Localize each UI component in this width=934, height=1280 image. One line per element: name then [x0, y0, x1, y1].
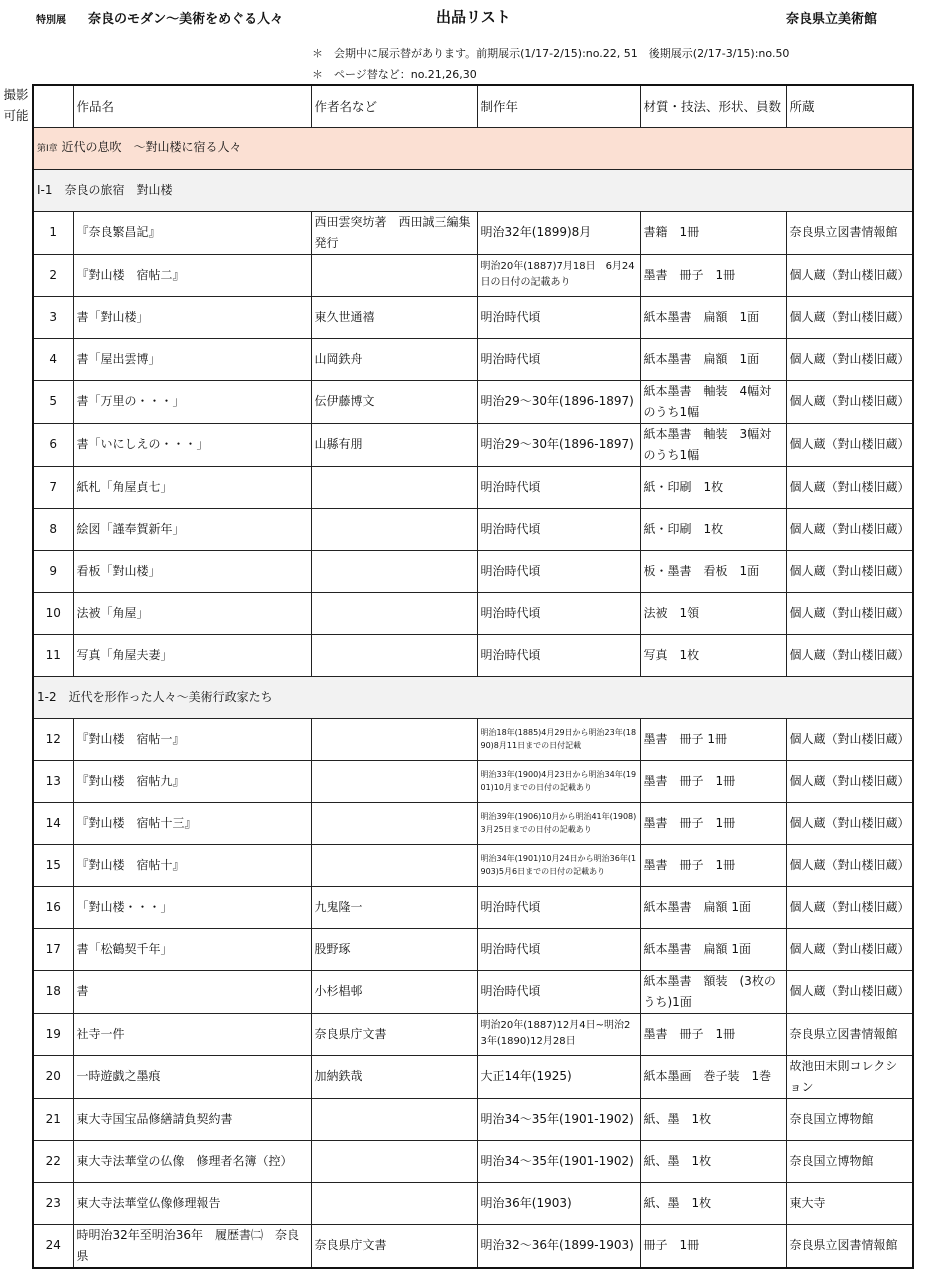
table-row [33, 886, 913, 928]
cell-date: 明治20年(1887)12月4日~明治23年(1890)12月28日 [477, 1013, 640, 1055]
cell-artist [311, 634, 477, 676]
table-row [33, 466, 913, 508]
cell-artist: 奈良県庁文書 [311, 1224, 477, 1268]
table-row [33, 802, 913, 844]
table-row [33, 844, 913, 886]
table-row [33, 1224, 913, 1268]
cell-artist: 加納鉄哉 [311, 1055, 477, 1098]
chapter-cell [33, 127, 913, 169]
cell-date: 明治29〜30年(1896-1897) [477, 423, 640, 466]
cell-material: 墨書 冊子 1冊 [640, 802, 786, 844]
cell-artist [311, 760, 477, 802]
cell-title: 東大寺国宝品修繕請負契約書 [73, 1098, 311, 1140]
cell-artist [311, 592, 477, 634]
cell-no: 16 [33, 886, 73, 928]
table-row [33, 1182, 913, 1224]
col-header-artist: 作者名など [311, 85, 477, 127]
cell-artist [311, 254, 477, 296]
cell-title: 社寺一件 [73, 1013, 311, 1055]
cell-title: 看板「對山楼」 [73, 550, 311, 592]
cell-no: 24 [33, 1224, 73, 1268]
table-row [33, 634, 913, 676]
cell-no: 4 [33, 338, 73, 380]
cell-title: 時明治32年至明治36年 履歴書㈡ 奈良県 [73, 1224, 311, 1268]
cell-title: 東大寺法華堂仏像修理報告 [73, 1182, 311, 1224]
table-row [33, 1098, 913, 1140]
cell-no: 1 [33, 211, 73, 254]
cell-owner: 個人蔵（對山楼旧蔵） [786, 970, 913, 1013]
cell-artist: 奈良県庁文書 [311, 1013, 477, 1055]
cell-no: 6 [33, 423, 73, 466]
cell-material: 墨書 冊子 1冊 [640, 1013, 786, 1055]
cell-material: 墨書 冊子 1冊 [640, 760, 786, 802]
cell-material: 板・墨書 看板 1面 [640, 550, 786, 592]
cell-owner: 個人蔵（對山楼旧蔵） [786, 928, 913, 970]
table-row [33, 508, 913, 550]
section-row [33, 676, 913, 718]
chapter-mark: 第Ⅰ章 [37, 143, 58, 154]
cell-material: 墨書 冊子 1冊 [640, 254, 786, 296]
cell-no: 8 [33, 508, 73, 550]
exhibit-list-table [32, 84, 914, 1269]
cell-no: 5 [33, 380, 73, 423]
cell-owner: 個人蔵（對山楼旧蔵） [786, 886, 913, 928]
cell-material: 紙本墨画 巻子装 1巻 [640, 1055, 786, 1098]
cell-date: 明治時代頃 [477, 634, 640, 676]
cell-owner: 奈良県立図書情報館 [786, 211, 913, 254]
cell-title: 書「對山楼」 [73, 296, 311, 338]
cell-material: 紙、墨 1枚 [640, 1098, 786, 1140]
cell-owner: 個人蔵（對山楼旧蔵） [786, 718, 913, 760]
cell-owner: 個人蔵（對山楼旧蔵） [786, 802, 913, 844]
list-title: 出品リスト [436, 8, 511, 26]
cell-no: 22 [33, 1140, 73, 1182]
cell-title: 「對山楼・・・」 [73, 886, 311, 928]
cell-artist: 山縣有朋 [311, 423, 477, 466]
cell-no: 14 [33, 802, 73, 844]
cell-artist [311, 1098, 477, 1140]
cell-material: 紙本墨書 扁額 1面 [640, 886, 786, 928]
section-row [33, 169, 913, 211]
cell-owner: 個人蔵（對山楼旧蔵） [786, 296, 913, 338]
cell-no: 11 [33, 634, 73, 676]
cell-date: 明治18年(1885)4月29日から明治23年(1890)8月11日までの日付記載 [477, 718, 640, 760]
table-row [33, 970, 913, 1013]
col-header-title: 作品名 [73, 85, 311, 127]
cell-date: 明治時代頃 [477, 338, 640, 380]
table-row [33, 296, 913, 338]
cell-material: 紙本墨書 扁額 1面 [640, 928, 786, 970]
cell-material: 書籍 1冊 [640, 211, 786, 254]
photo-allowed-label: 撮影 可能 [3, 87, 29, 123]
cell-artist: 山岡鉄舟 [311, 338, 477, 380]
cell-owner: 個人蔵（對山楼旧蔵） [786, 592, 913, 634]
cell-artist [311, 718, 477, 760]
cell-material: 紙本墨書 軸装 3幅対のうち1幅 [640, 423, 786, 466]
table-row [33, 550, 913, 592]
col-header-owner: 所蔵 [786, 85, 913, 127]
table-row [33, 592, 913, 634]
table-row [33, 1140, 913, 1182]
cell-date: 大正14年(1925) [477, 1055, 640, 1098]
section-title: 1-2 近代を形作った人々〜美術行政家たち [33, 676, 913, 718]
cell-title: 書「いにしえの・・・」 [73, 423, 311, 466]
cell-date: 明治32年(1899)8月 [477, 211, 640, 254]
cell-date: 明治時代頃 [477, 928, 640, 970]
cell-owner: 個人蔵（對山楼旧蔵） [786, 760, 913, 802]
table-row [33, 1013, 913, 1055]
cell-no: 7 [33, 466, 73, 508]
cell-date: 明治34年(1901)10月24日から明治36年(1903)5月6日までの日付の記載あり [477, 844, 640, 886]
rotation-note: ＊ 会期中に展示替があります。前期展示(1/17-2/15):no.22, 51 後期展示(2/17-3/15):no.50 [312, 47, 790, 60]
cell-date: 明治39年(1906)10月から明治41年(1908)3月25日までの日付の記載あり [477, 802, 640, 844]
cell-no: 12 [33, 718, 73, 760]
cell-title: 写真「角屋夫妻」 [73, 634, 311, 676]
chapter-row [33, 127, 913, 169]
cell-date: 明治29〜30年(1896-1897) [477, 380, 640, 423]
cell-title: 『對山楼 宿帖十』 [73, 844, 311, 886]
table-row [33, 718, 913, 760]
table-row [33, 928, 913, 970]
cell-date: 明治32〜36年(1899-1903) [477, 1224, 640, 1268]
table-row [33, 423, 913, 466]
cell-artist: 西田雲突坊著 西田誠三編集発行 [311, 211, 477, 254]
cell-title: 絵図「謹奉賀新年」 [73, 508, 311, 550]
cell-owner: 個人蔵（對山楼旧蔵） [786, 338, 913, 380]
cell-title: 書「屋出雲博」 [73, 338, 311, 380]
cell-owner: 個人蔵（對山楼旧蔵） [786, 254, 913, 296]
cell-date: 明治時代頃 [477, 296, 640, 338]
cell-artist [311, 1140, 477, 1182]
cell-artist [311, 466, 477, 508]
table-row [33, 380, 913, 423]
cell-title: 一時遊戯之墨痕 [73, 1055, 311, 1098]
cell-no: 17 [33, 928, 73, 970]
cell-owner: 奈良県立図書情報館 [786, 1224, 913, 1268]
table-row [33, 338, 913, 380]
cell-owner: 個人蔵（對山楼旧蔵） [786, 466, 913, 508]
cell-material: 紙本墨書 扁額 1面 [640, 338, 786, 380]
cell-material: 冊子 1冊 [640, 1224, 786, 1268]
exhibition-title: 奈良のモダン〜美術をめぐる人々 [88, 12, 284, 27]
cell-title: 『對山楼 宿帖二』 [73, 254, 311, 296]
cell-title: 書 [73, 970, 311, 1013]
table-row [33, 254, 913, 296]
cell-material: 紙、墨 1枚 [640, 1140, 786, 1182]
cell-artist [311, 1182, 477, 1224]
cell-artist: 小杉椙邨 [311, 970, 477, 1013]
cell-artist: 股野琢 [311, 928, 477, 970]
page-change-note: ＊ ページ替など：no.21,26,30 [312, 68, 477, 81]
cell-artist: 伝伊藤博文 [311, 380, 477, 423]
cell-owner: 奈良国立博物館 [786, 1140, 913, 1182]
cell-title: 法被「角屋」 [73, 592, 311, 634]
cell-artist [311, 550, 477, 592]
cell-material: 墨書 冊子 1冊 [640, 718, 786, 760]
cell-artist [311, 802, 477, 844]
cell-no: 3 [33, 296, 73, 338]
cell-date: 明治時代頃 [477, 592, 640, 634]
cell-date: 明治20年(1887)7月18日 6月24日の日付の記載あり [477, 254, 640, 296]
cell-date: 明治34〜35年(1901-1902) [477, 1140, 640, 1182]
cell-title: 書「万里の・・・」 [73, 380, 311, 423]
cell-material: 墨書 冊子 1冊 [640, 844, 786, 886]
cell-date: 明治34〜35年(1901-1902) [477, 1098, 640, 1140]
cell-title: 書「松鶴契千年」 [73, 928, 311, 970]
cell-no: 21 [33, 1098, 73, 1140]
cell-material: 写真 1枚 [640, 634, 786, 676]
cell-material: 紙、墨 1枚 [640, 1182, 786, 1224]
cell-no: 18 [33, 970, 73, 1013]
cell-date: 明治時代頃 [477, 508, 640, 550]
cell-no: 19 [33, 1013, 73, 1055]
cell-material: 紙本墨書 軸装 4幅対のうち1幅 [640, 380, 786, 423]
cell-date: 明治36年(1903) [477, 1182, 640, 1224]
table-row [33, 211, 913, 254]
cell-material: 紙・印刷 1枚 [640, 508, 786, 550]
section-title: Ⅰ-1 奈良の旅宿 對山楼 [33, 169, 913, 211]
cell-no: 15 [33, 844, 73, 886]
table-header-row [33, 85, 913, 127]
cell-artist [311, 508, 477, 550]
museum-name: 奈良県立美術館 [786, 12, 878, 27]
cell-title: 『對山楼 宿帖十三』 [73, 802, 311, 844]
cell-no: 9 [33, 550, 73, 592]
cell-no: 2 [33, 254, 73, 296]
cell-date: 明治時代頃 [477, 970, 640, 1013]
cell-material: 法被 1領 [640, 592, 786, 634]
cell-no: 13 [33, 760, 73, 802]
exhibition-type-label: 特別展 [36, 15, 66, 26]
cell-artist: 東久世通禧 [311, 296, 477, 338]
cell-owner: 東大寺 [786, 1182, 913, 1224]
cell-owner: 個人蔵（對山楼旧蔵） [786, 380, 913, 423]
cell-date: 明治時代頃 [477, 466, 640, 508]
cell-owner: 個人蔵（對山楼旧蔵） [786, 844, 913, 886]
cell-date: 明治時代頃 [477, 550, 640, 592]
cell-owner: 故池田末則コレクション [786, 1055, 913, 1098]
cell-owner: 個人蔵（對山楼旧蔵） [786, 423, 913, 466]
cell-owner: 個人蔵（對山楼旧蔵） [786, 550, 913, 592]
col-header-no [33, 85, 73, 127]
cell-date: 明治33年(1900)4月23日から明治34年(1901)10月までの日付の記載あり [477, 760, 640, 802]
col-header-material: 材質・技法、形状、員数 [640, 85, 786, 127]
cell-title: 東大寺法華堂の仏像 修理者名簿（控） [73, 1140, 311, 1182]
cell-title: 紙札「角屋貞七」 [73, 466, 311, 508]
cell-material: 紙・印刷 1枚 [640, 466, 786, 508]
cell-material: 紙本墨書 扁額 1面 [640, 296, 786, 338]
col-header-date: 制作年 [477, 85, 640, 127]
cell-owner: 個人蔵（對山楼旧蔵） [786, 508, 913, 550]
cell-no: 23 [33, 1182, 73, 1224]
cell-owner: 奈良国立博物館 [786, 1098, 913, 1140]
cell-no: 20 [33, 1055, 73, 1098]
table-row [33, 760, 913, 802]
cell-artist: 九鬼隆一 [311, 886, 477, 928]
cell-date: 明治時代頃 [477, 886, 640, 928]
cell-artist [311, 844, 477, 886]
cell-title: 『奈良繁昌記』 [73, 211, 311, 254]
cell-title: 『對山楼 宿帖一』 [73, 718, 311, 760]
cell-material: 紙本墨書 額装 (3枚のうち)1面 [640, 970, 786, 1013]
cell-owner: 個人蔵（對山楼旧蔵） [786, 634, 913, 676]
chapter-title: 近代の息吹 〜對山楼に宿る人々 [61, 139, 242, 154]
table-row [33, 1055, 913, 1098]
cell-no: 10 [33, 592, 73, 634]
cell-owner: 奈良県立図書情報館 [786, 1013, 913, 1055]
cell-title: 『對山楼 宿帖九』 [73, 760, 311, 802]
